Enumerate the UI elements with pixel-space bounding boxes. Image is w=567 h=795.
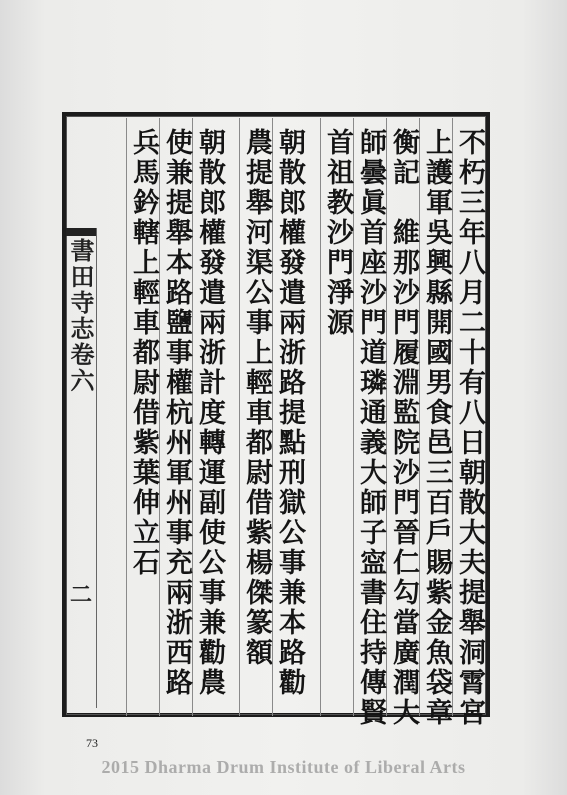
column-text: 朝散郎權發遣兩浙路提點刑獄公事兼本路勸	[274, 128, 305, 698]
column-text: 上護軍吳興縣開國男食邑三百戶賜紫金魚袋章	[421, 128, 452, 728]
text-column	[159, 118, 192, 716]
column-text: 農提舉河渠公事上輕車都尉借紫楊傑篆額	[241, 128, 272, 668]
text-column	[272, 118, 305, 716]
column-text: 朝散郎權發遣兩浙計度轉運副使公事兼勸農	[194, 128, 225, 698]
leaf-number: 二	[70, 582, 93, 608]
text-column	[386, 118, 419, 728]
column-text: 首祖教沙門淨源	[322, 128, 353, 338]
column-text: 兵馬鈐轄上輕車都尉借紫葉伸立石	[128, 128, 159, 578]
text-column	[126, 118, 159, 716]
column-text: 不朽三年八月二十有八日朝散大夫提舉洞霄宮	[454, 128, 485, 728]
watermark: 2015 Dharma Drum Institute of Liberal Arts	[101, 757, 466, 777]
column-text: 衡記 維那沙門履淵監院沙門晉仁勾當廣潤大	[388, 128, 419, 728]
margin-title: 書田寺志卷六	[66, 238, 95, 394]
text-column	[320, 118, 353, 716]
column-text: 使兼提舉本路鹽事權杭州軍州事充兩浙西路	[161, 128, 192, 698]
fish-tail-mark	[66, 228, 96, 236]
text-column	[353, 118, 386, 728]
column-text: 師曇眞首座沙門道璘通義大師子寍書住持傳賢	[355, 128, 386, 728]
page-number: 73	[86, 736, 98, 750]
text-column	[452, 118, 485, 728]
text-column	[419, 118, 452, 728]
text-column	[192, 118, 225, 716]
text-column	[239, 118, 272, 716]
